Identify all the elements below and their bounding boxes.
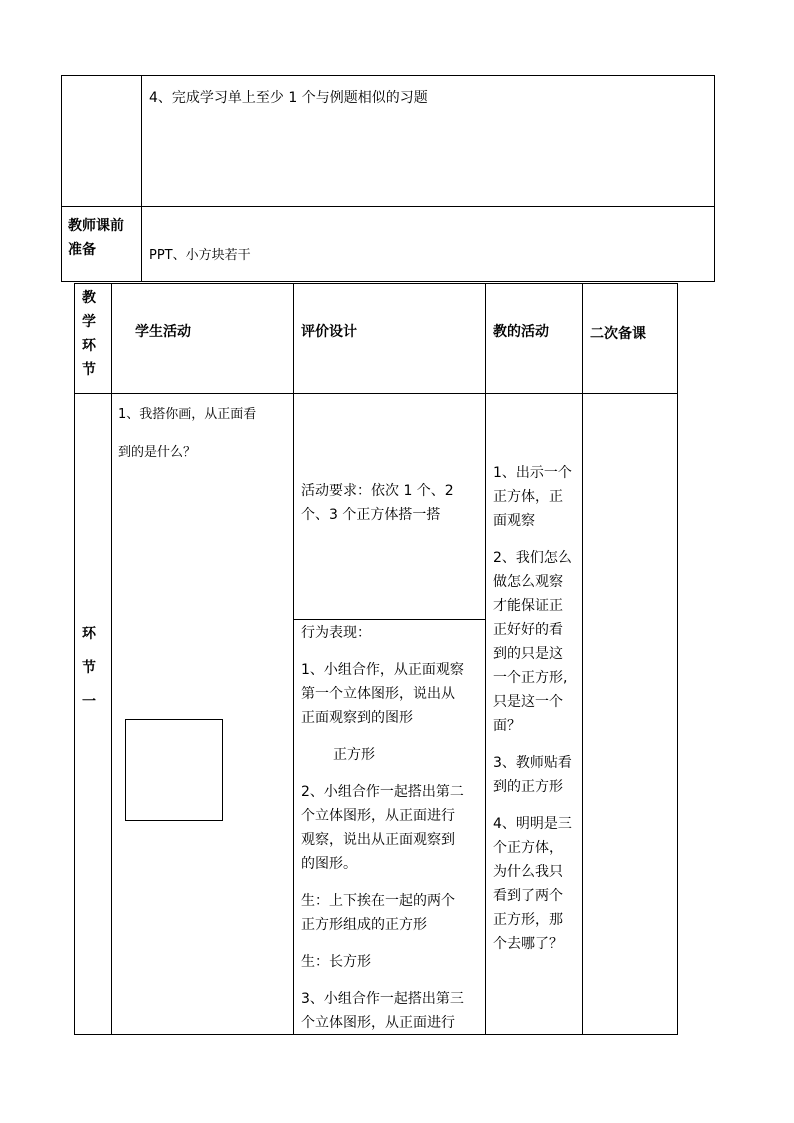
revision-cell [583, 394, 677, 1034]
header-stage-char-2: 学 [82, 314, 96, 330]
col-divider-3 [485, 283, 486, 1035]
teacher-activity-line: 看到了两个 [493, 888, 563, 904]
evaluation-behavior-line: 行为表现： [301, 625, 371, 641]
evaluation-behavior-line: 正方形组成的正方形 [301, 917, 427, 933]
teacher-activity-line: 正方形，那 [493, 912, 563, 928]
teacher-activity-line: 个去哪了？ [493, 936, 563, 952]
header-teacher-activity: 教的活动 [493, 324, 549, 340]
teacher-activity-line: 1、出示一个 [493, 465, 572, 481]
teacher-activity-line: 只是这一个 [493, 694, 563, 710]
header-student-activity: 学生活动 [135, 324, 191, 340]
header-stage-char-3: 环 [82, 338, 96, 354]
evaluation-behavior-line: 生：长方形 [301, 954, 371, 970]
student-activity-line2: 到的是什么？ [118, 445, 197, 460]
top-table-row-divider [61, 206, 715, 207]
prep-label-line1: 教师课前 [68, 218, 124, 234]
evaluation-behavior-line: 正面观察到的图形 [301, 710, 413, 726]
evaluation-behavior-line: 观察，说出从正面观察到 [301, 832, 455, 848]
top-table-border-top [61, 75, 715, 76]
header-revision: 二次备课 [590, 326, 646, 342]
evaluation-behavior-line: 1、小组合作，从正面观察 [301, 662, 464, 678]
lesson-table-border-right [677, 283, 678, 1035]
teacher-activity-line: 为什么我只 [493, 864, 563, 880]
teacher-activity-line: 做怎么观察 [493, 574, 563, 590]
stage-char-1: 环 [82, 626, 96, 642]
evaluation-behavior-line: 个立体图形，从正面进行 [301, 1015, 455, 1031]
teacher-activity-line: 正方体，正 [493, 489, 563, 505]
evaluation-behavior-line: 第一个立体图形，说出从 [301, 686, 455, 702]
header-evaluation-design: 评价设计 [301, 324, 357, 340]
teacher-activity-line: 4、明明是三 [493, 816, 572, 832]
col-divider-2 [293, 283, 294, 1035]
teacher-activity-line: 到的只是这 [493, 646, 563, 662]
evaluation-behavior-line: 个立体图形，从正面进行 [301, 808, 455, 824]
prep-content: PPT、小方块若干 [149, 248, 251, 263]
header-stage-char-1: 教 [82, 290, 96, 306]
evaluation-behavior-line: 的图形。 [301, 856, 357, 872]
teacher-activity-line: 3、教师贴看 [493, 755, 572, 771]
stage-char-3: 一 [82, 694, 96, 710]
teacher-activity-line: 到的正方形 [493, 779, 563, 795]
lesson-table-border-top [74, 283, 678, 284]
evaluation-behavior-line: 正方形 [333, 747, 375, 763]
drawn-square-shape [125, 719, 223, 821]
top-table-border-right [714, 75, 715, 282]
header-stage-char-4: 节 [82, 362, 96, 378]
objective-item-4: 4、完成学习单上至少 1 个与例题相似的习题 [149, 90, 428, 106]
evaluation-behavior-line: 生：上下挨在一起的两个 [301, 893, 455, 909]
teacher-activity-line: 才能保证正 [493, 598, 563, 614]
teacher-activity-line: 正好好的看 [493, 622, 563, 638]
evaluation-cell-divider [293, 619, 486, 620]
top-table-border-bottom [61, 281, 715, 282]
lesson-table-border-left [74, 283, 75, 1035]
top-table-col-divider [141, 75, 142, 282]
teacher-activity-line: 面？ [493, 718, 521, 734]
prep-label-line2: 准备 [68, 242, 96, 258]
teacher-activity-line: 一个正方形, [493, 670, 568, 686]
evaluation-behavior-line: 2、小组合作一起搭出第二 [301, 784, 464, 800]
teacher-activity-line: 面观察 [493, 513, 535, 529]
teacher-activity-line: 2、我们怎么 [493, 550, 572, 566]
teacher-activity-line: 个正方体， [493, 840, 563, 856]
evaluation-behavior-line: 3、小组合作一起搭出第三 [301, 991, 464, 1007]
top-table-border-left [61, 75, 62, 282]
stage-char-2: 节 [82, 660, 96, 676]
evaluation-requirement-line1: 活动要求：依次 1 个、2 [301, 483, 454, 499]
col-divider-1 [111, 283, 112, 1035]
student-activity-line1: 1、我搭你画，从正面看 [118, 407, 257, 422]
evaluation-requirement-line2: 个、3 个正方体搭一搭 [301, 507, 441, 523]
